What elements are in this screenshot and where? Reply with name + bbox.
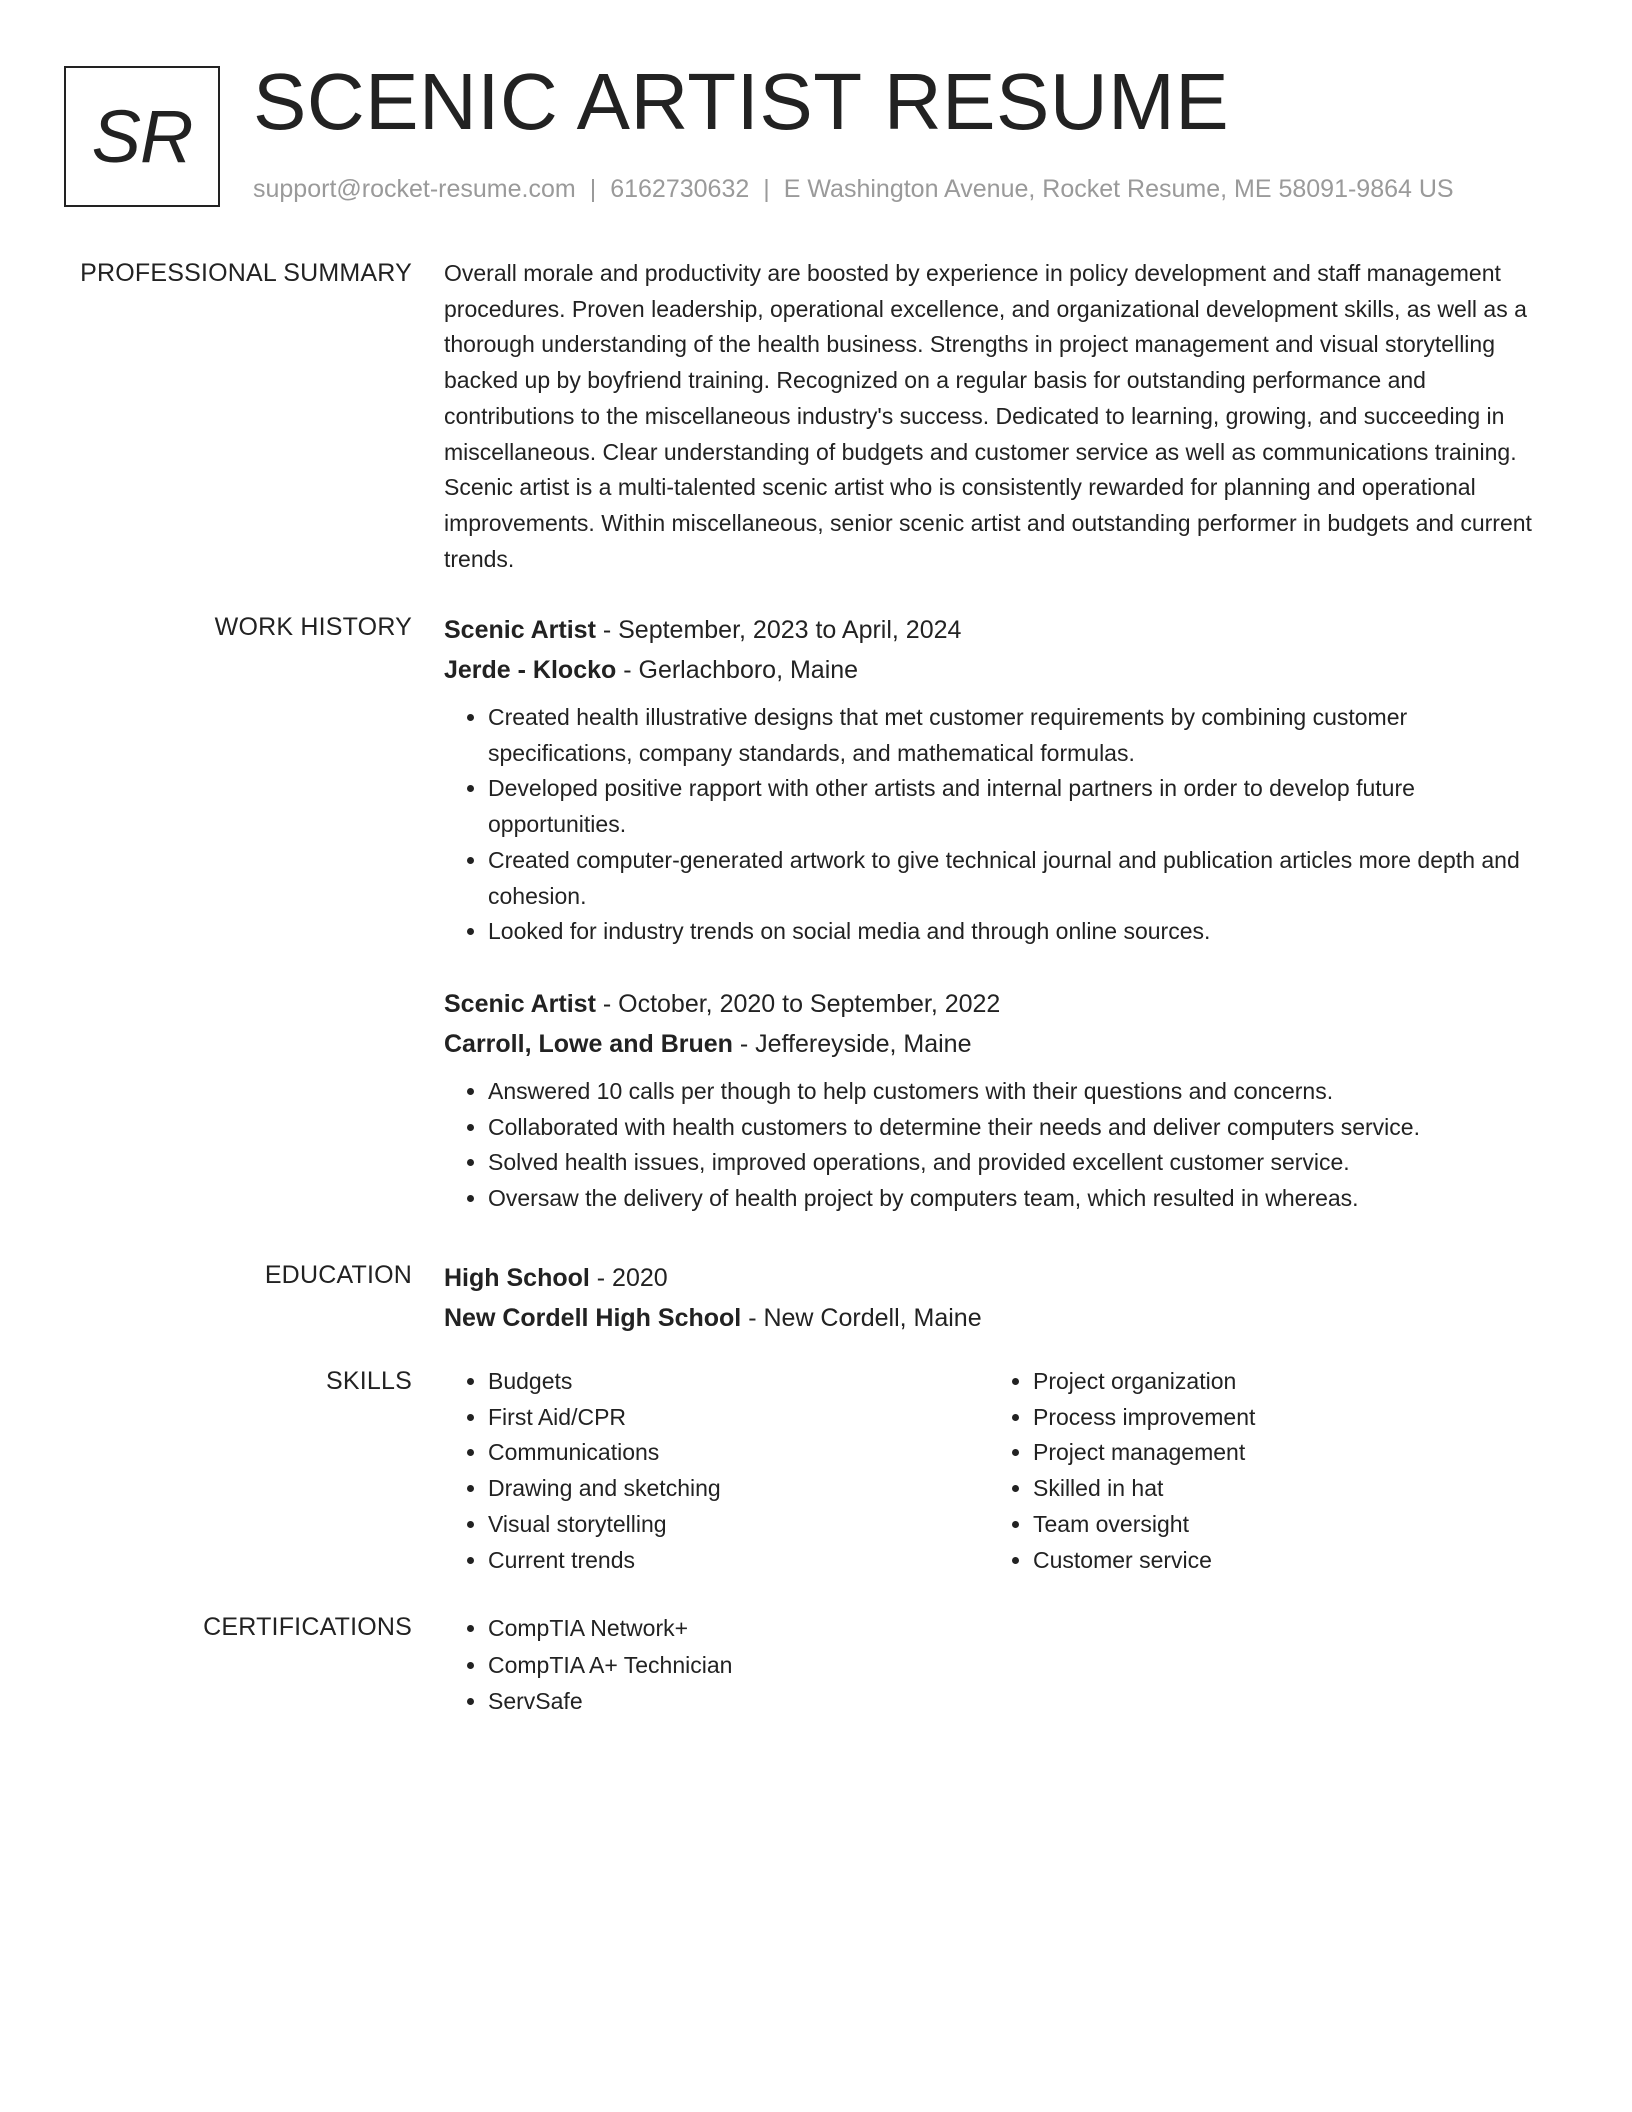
- job-company: Jerde - Klocko: [444, 656, 617, 684]
- contact-email: support@rocket-resume.com: [253, 175, 576, 203]
- skill-item: • Communications: [488, 1435, 989, 1471]
- contact-separator: |: [589, 175, 597, 203]
- education-body: [444, 1258, 1554, 1338]
- skill-item: • Current trends: [488, 1543, 989, 1579]
- skill-item: • Drawing and sketching: [488, 1471, 989, 1507]
- skills-column-right: [989, 1364, 1534, 1578]
- job-location: - Jeffereyside, Maine: [732, 1029, 972, 1058]
- job-company-line: [444, 650, 1554, 690]
- job-bullets: [444, 700, 1554, 950]
- section-label-skills: SKILLS: [326, 1367, 412, 1395]
- summary-body: [444, 256, 1554, 577]
- skills-body: [444, 1364, 1554, 1578]
- skills-columns: [444, 1364, 1554, 1578]
- section-label-certifications: CERTIFICATIONS: [203, 1613, 412, 1641]
- contact-phone: 6162730632: [610, 175, 750, 203]
- job-bullet: • Answered 10 calls per though to help customers with their questions and concerns.: [488, 1074, 1554, 1110]
- job-entry: [444, 984, 1554, 1217]
- education-year: - 2020: [589, 1264, 668, 1292]
- certifications-list: [444, 1610, 1554, 1720]
- job-bullet: • Collaborated with health customers to determine their needs and deliver computers service.: [488, 1110, 1554, 1146]
- skill-item: • Process improvement: [1033, 1400, 1534, 1436]
- job-bullets: [444, 1074, 1554, 1217]
- certifications-body: [444, 1610, 1554, 1720]
- section-label-summary: PROFESSIONAL SUMMARY: [80, 259, 412, 287]
- section-label-work-history: WORK HISTORY: [214, 613, 412, 641]
- summary-text: Overall morale and productivity are boosted by experience in policy development and staff management procedures. Proven leadership, operational excellence, and organizational development skills, as well as a thorough understanding of the health business. Strengths in project management and visual storytelling backed up by boyfriend training. Recognized on a regular basis for outstanding performance and contributions to the miscellaneous industry's success. Dedicated to learning, growing, and succeeding in miscellaneous. Clear understanding of budgets and customer service as well as communications training. Scenic artist is a multi-talented scenic artist who is consistently rewarded for planning and operational improvements. Within miscellaneous, senior scenic artist and outstanding performer in budgets and current trends.: [444, 260, 1532, 572]
- job-title: Scenic Artist: [444, 616, 596, 644]
- education-location: - New Cordell, Maine: [741, 1304, 982, 1332]
- job-company-line: [444, 1024, 1554, 1064]
- monogram-badge: [64, 66, 220, 207]
- monogram-initials: SR: [91, 95, 193, 178]
- certification-item: • CompTIA Network+: [488, 1610, 1554, 1647]
- skill-item: • Budgets: [488, 1364, 989, 1400]
- education-degree-line: [444, 1258, 1554, 1298]
- skill-item: • Team oversight: [1033, 1507, 1534, 1543]
- contact-separator: |: [763, 175, 770, 203]
- job-bullet: • Oversaw the delivery of health project by computers team, which resulted in whereas.: [488, 1181, 1554, 1217]
- job-title-line: [444, 610, 1554, 650]
- job-bullet: • Solved health issues, improved operations, and provided excellent customer service.: [488, 1145, 1554, 1181]
- skill-item: • Visual storytelling: [488, 1507, 989, 1543]
- section-label-education: EDUCATION: [264, 1261, 412, 1289]
- job-dates: - October, 2020 to September, 2022: [595, 989, 1001, 1018]
- contact-address: E Washington Avenue, Rocket Resume, ME 58091-9864 US: [783, 175, 1454, 203]
- skills-column-left: [444, 1364, 989, 1578]
- job-company: Carroll, Lowe and Bruen: [444, 1029, 733, 1058]
- job-title: Scenic Artist: [444, 989, 596, 1018]
- skill-item: • Customer service: [1033, 1543, 1534, 1579]
- certification-item: • ServSafe: [488, 1683, 1554, 1720]
- skill-item: • Skilled in hat: [1033, 1471, 1534, 1507]
- work-history-body: [444, 610, 1554, 1217]
- education-school: New Cordell High School: [444, 1304, 742, 1332]
- job-bullet: • Created health illustrative designs that met customer requirements by combining customer specifications, company standards, and mathematical formulas.: [488, 700, 1554, 771]
- job-title-line: [444, 984, 1554, 1024]
- skill-item: • First Aid/CPR: [488, 1400, 989, 1436]
- resume-title: SCENIC ARTIST RESUME: [253, 57, 1230, 146]
- job-bullet: • Created computer-generated artwork to give technical journal and publication articles more depth and cohesion.: [488, 843, 1554, 914]
- job-entry: [444, 610, 1554, 950]
- education-school-line: [444, 1298, 1554, 1338]
- certification-item: • CompTIA A+ Technician: [488, 1647, 1554, 1684]
- job-location: - Gerlachboro, Maine: [616, 656, 859, 684]
- education-degree: High School: [444, 1264, 590, 1292]
- job-dates: - September, 2023 to April, 2024: [595, 616, 962, 644]
- job-bullet: • Developed positive rapport with other artists and internal partners in order to develop future opportunities.: [488, 771, 1554, 842]
- job-bullet: • Looked for industry trends on social media and through online sources.: [488, 914, 1554, 950]
- contact-line: [253, 173, 1454, 205]
- skill-item: • Project management: [1033, 1435, 1534, 1471]
- skill-item: • Project organization: [1033, 1364, 1534, 1400]
